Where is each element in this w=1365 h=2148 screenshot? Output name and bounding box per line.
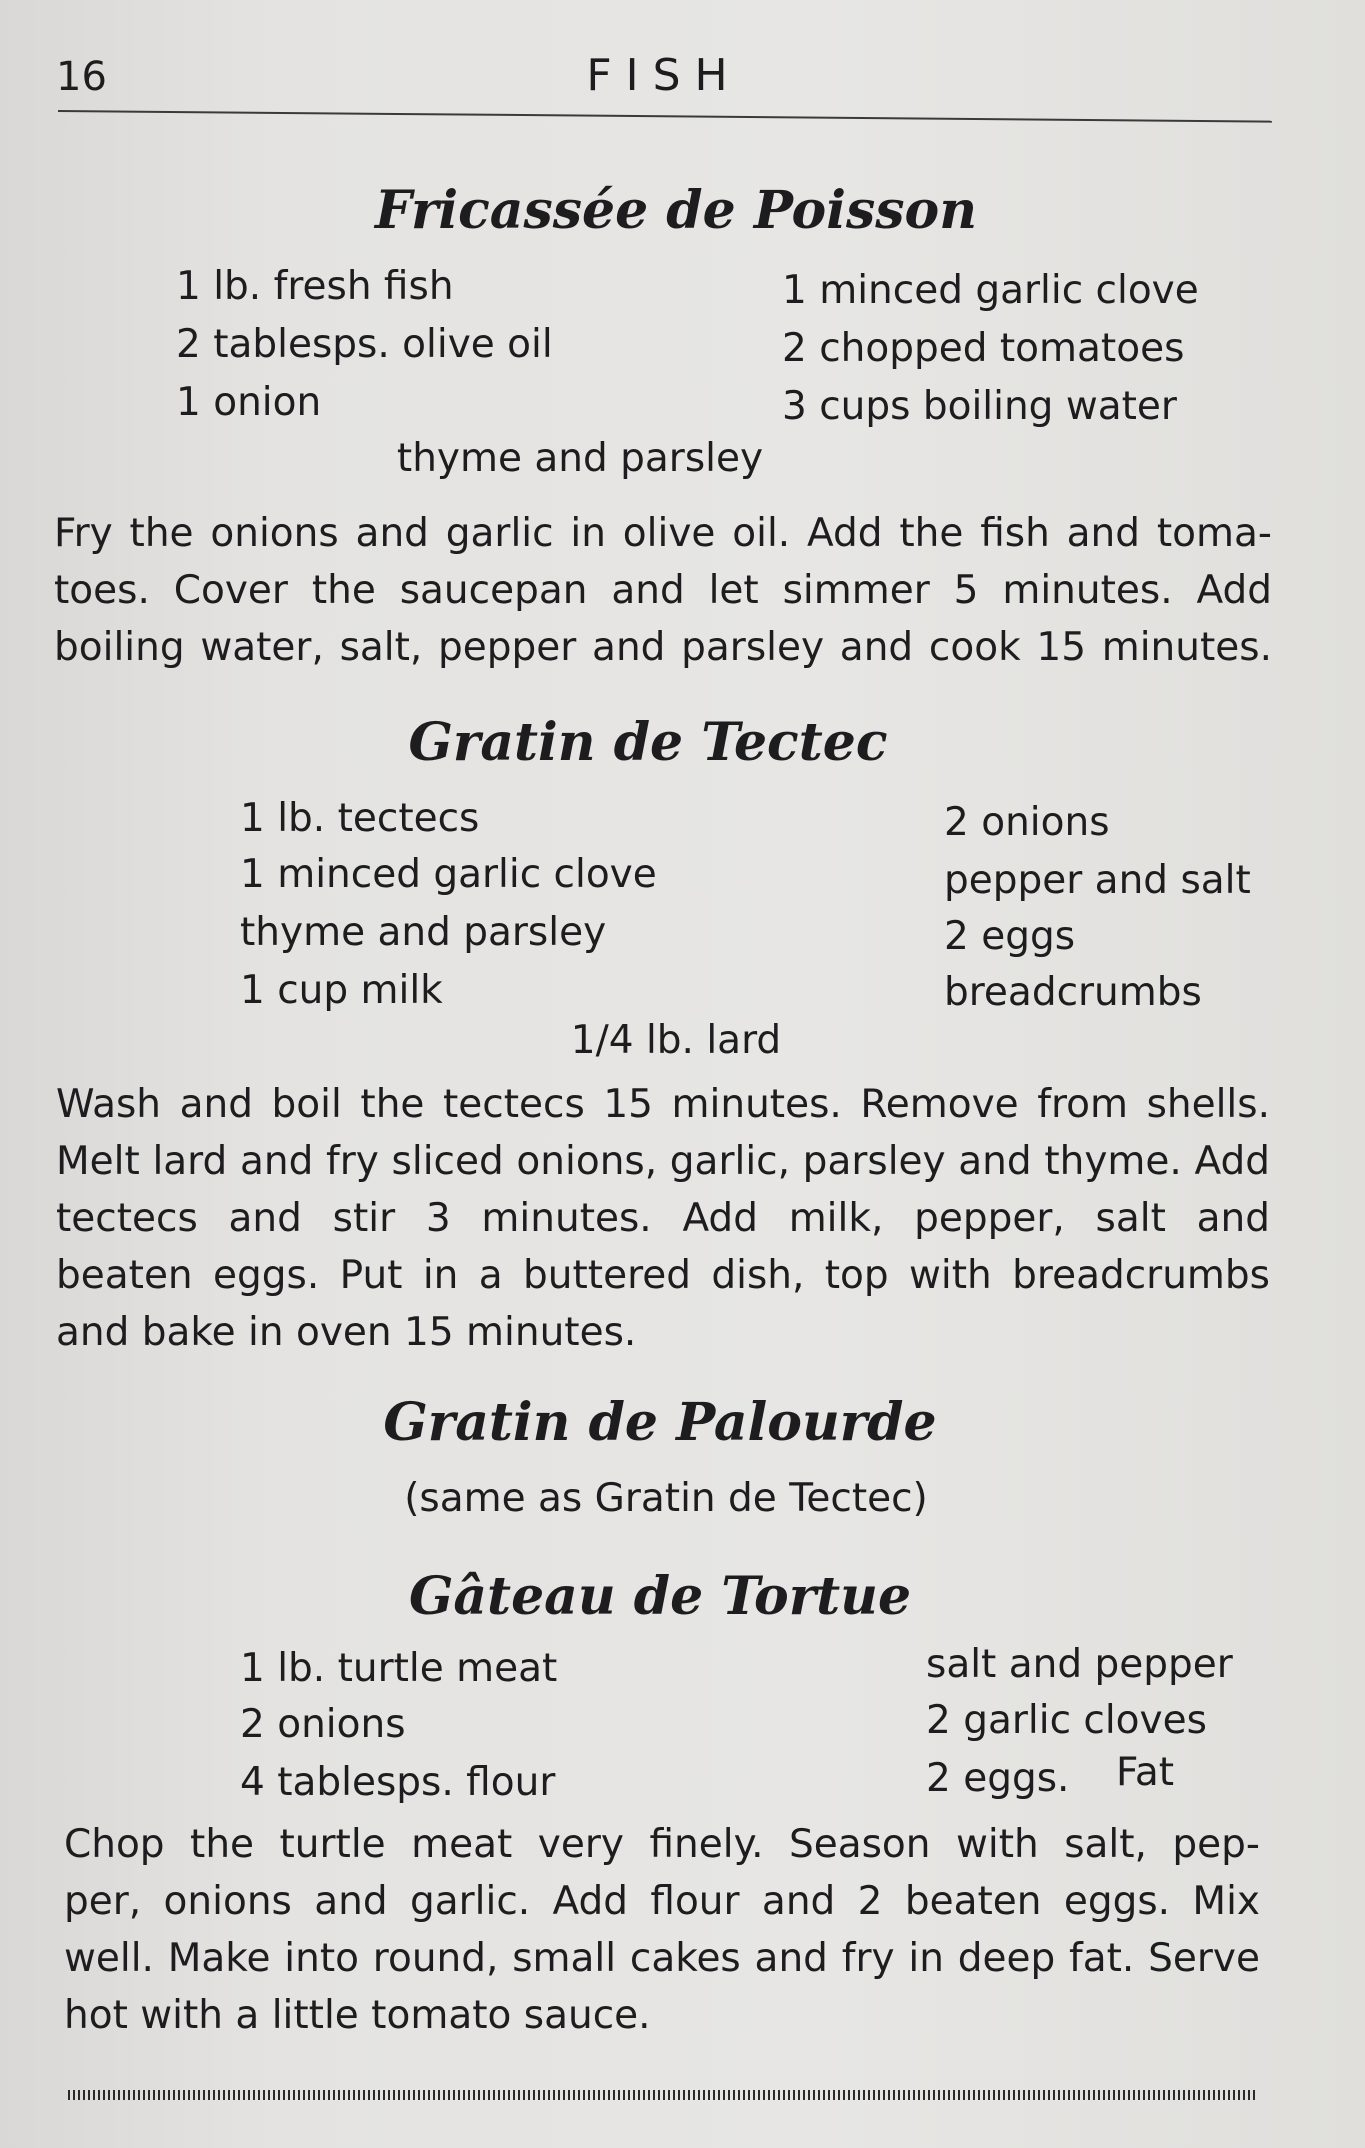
recipe-method (54, 505, 1272, 676)
recipe-title-fricassee: Fricassée de Poisson (374, 180, 978, 241)
method-line: Fry the onions and garlic in olive oil. Add the fish and toma- (54, 511, 1272, 556)
ingredient: 2 garlic cloves (926, 1698, 1207, 1743)
recipe-method (56, 1076, 1270, 1361)
ingredient: 2 chopped tomatoes (782, 326, 1185, 371)
recipe-note: (same as Gratin de Tectec) (404, 1476, 928, 1521)
page-header (56, 44, 1272, 104)
recipe-title-gratin-tectec: Gratin de Tectec (408, 712, 888, 773)
ingredient: salt and pepper (926, 1642, 1233, 1687)
method-line: toes. Cover the saucepan and let simmer 5 minutes. Add (54, 568, 1272, 613)
ingredient: 3 cups boiling water (782, 384, 1177, 429)
method-line: Wash and boil the tectecs 15 minutes. Remove from shells. (56, 1082, 1270, 1127)
footer-dotted-rule (68, 2090, 1258, 2100)
method-line: Melt lard and fry sliced onions, garlic, parsley and thyme. Add (56, 1139, 1270, 1184)
ingredient: pepper and salt (944, 858, 1251, 903)
ingredient: 1 onion (176, 380, 322, 425)
ingredient: 1 lb. tectecs (240, 796, 480, 841)
ingredient: Fat (1116, 1750, 1175, 1795)
ingredient: 1 lb. turtle meat (240, 1646, 558, 1691)
ingredient: 1 cup milk (240, 968, 443, 1013)
method-line: and bake in oven 15 minutes. (56, 1310, 637, 1355)
ingredient: 1 minced garlic clove (782, 268, 1199, 313)
ingredient: breadcrumbs (944, 970, 1202, 1015)
header-rule (58, 110, 1272, 123)
method-line: beaten eggs. Put in a buttered dish, top with breadcrumbs (56, 1253, 1270, 1298)
method-line: hot with a little tomato sauce. (64, 1993, 651, 2038)
ingredient: 2 onions (240, 1702, 406, 1747)
method-line: well. Make into round, small cakes and fry in deep fat. Serve (64, 1936, 1260, 1981)
ingredient: thyme and parsley (396, 436, 764, 481)
recipe-method (64, 1816, 1260, 2044)
page-number: 16 (56, 54, 107, 100)
method-line: boiling water, salt, pepper and parsley and cook 15 minutes. (54, 625, 1272, 670)
ingredient: 2 onions (944, 800, 1110, 845)
ingredient: 2 eggs (944, 914, 1076, 959)
ingredient: thyme and parsley (240, 910, 607, 955)
ingredient: 4 tablesps. flour (240, 1760, 556, 1805)
recipe-title-gateau-tortue: Gâteau de Tortue (408, 1566, 912, 1627)
recipe-title-gratin-palourde: Gratin de Palourde (383, 1392, 937, 1453)
ingredient: 2 tablesps. olive oil (176, 322, 553, 367)
section-title: FISH (586, 50, 742, 101)
method-line: Chop the turtle meat very finely. Season with salt, pep- (64, 1822, 1260, 1867)
method-line: tectecs and stir 3 minutes. Add milk, pepper, salt and (56, 1196, 1270, 1241)
ingredient: 1/4 lb. lard (570, 1018, 782, 1063)
ingredient: 1 minced garlic clove (240, 852, 657, 897)
method-line: per, onions and garlic. Add flour and 2 beaten eggs. Mix (64, 1879, 1260, 1924)
ingredient: 1 lb. fresh fish (176, 264, 454, 309)
ingredient: 2 eggs. (926, 1756, 1070, 1801)
